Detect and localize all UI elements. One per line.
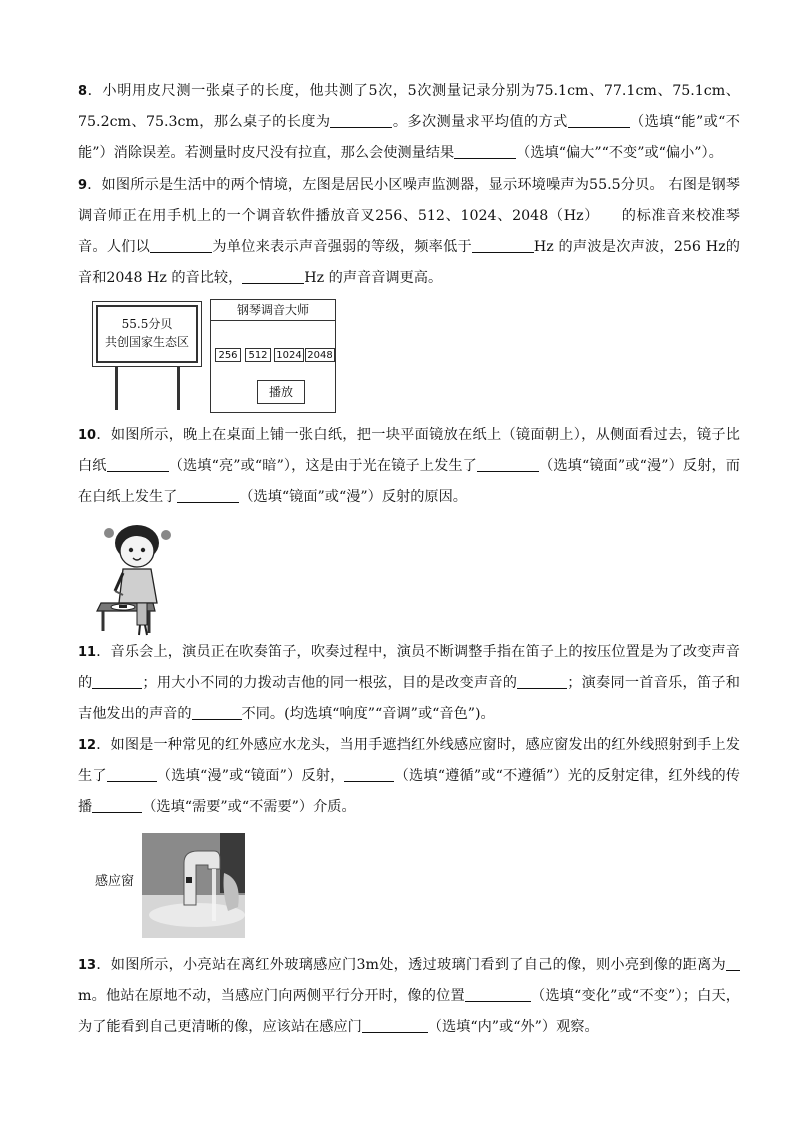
sensor-window-label: 感应窗 xyxy=(95,874,135,889)
question-text: m。他站在原地不动，当感应门向两侧平行分开时，像的位置 xyxy=(78,988,465,1004)
question-12 xyxy=(78,730,740,823)
question-number: 8 xyxy=(78,84,88,99)
answer-blank[interactable] xyxy=(477,455,539,472)
question-number: 9 xyxy=(78,178,88,193)
answer-blank[interactable] xyxy=(242,267,304,284)
sensor-window xyxy=(186,877,192,883)
decibel-reading: 55.5分贝 xyxy=(121,317,173,331)
answer-blank[interactable] xyxy=(330,111,392,128)
piano-tuner-app xyxy=(210,299,336,413)
answer-blank[interactable] xyxy=(344,765,394,782)
noise-monitor-sign xyxy=(96,305,198,363)
freq-button-512[interactable]: 512 xyxy=(245,348,271,362)
question-text: （选填“偏大”“不变”或“偏小”）。 xyxy=(516,145,723,161)
question-number: 10 xyxy=(78,428,97,443)
app-title: 钢琴调音大师 xyxy=(211,300,335,321)
answer-blank[interactable] xyxy=(362,1016,428,1033)
question-text: ；用大小不同的力拨动吉他的同一根弦，目的是改变声音的 xyxy=(142,675,518,691)
answer-blank[interactable] xyxy=(192,703,242,720)
question-text: （选填“镜面”或“漫”）反射，而在白纸上发生了 xyxy=(78,458,740,505)
question-number: 11 xyxy=(78,645,97,660)
sign-post-left xyxy=(115,366,118,410)
answer-blank[interactable] xyxy=(107,765,157,782)
question-number: 13 xyxy=(78,958,97,973)
question-text: Hz 的声波是次声波，256 Hz的音和2048 Hz 的音比较， xyxy=(78,239,740,286)
answer-blank[interactable] xyxy=(107,455,169,472)
question-text: ．如图所示，晚上在桌面上铺一张白纸，把一块平面镜放在纸上（镜面朝上），从侧面看过去，镜子比白纸 xyxy=(78,427,740,474)
answer-blank[interactable] xyxy=(465,985,531,1002)
girl-mirror-illustration xyxy=(93,521,185,637)
question-text: ．如图所示是生活中的两个情境，左图是居民小区噪声监测器，显示环境噪声为55.5分贝。 右图是钢琴调音师正在用手机上的一个调音软件播放音叉256、512、1024、2048（Hz） 的标准音来校准琴音。人们以 xyxy=(78,177,740,255)
question-text: （选填“漫”或“镜面”）反射， xyxy=(156,768,345,784)
question-9 xyxy=(78,170,740,294)
question-8 xyxy=(78,76,740,169)
question-text: ．音乐会上，演员正在吹奏笛子，吹奏过程中，演员不断调整手指在笛子上的按压位置是为了改变声音的 xyxy=(78,644,740,691)
freq-button-2048[interactable]: 2048 xyxy=(305,348,335,362)
answer-blank[interactable] xyxy=(92,672,142,689)
question-text: Hz 的声音音调更高。 xyxy=(304,270,443,286)
question-text: 为单位来表示声音强弱的等级，频率低于 xyxy=(212,239,472,255)
answer-blank[interactable] xyxy=(454,142,516,159)
question-text: （选填“镜面”或“漫”）反射的原因。 xyxy=(239,489,467,505)
answer-blank[interactable] xyxy=(177,486,239,503)
question-13 xyxy=(78,950,740,1043)
answer-blank[interactable] xyxy=(517,672,567,689)
sign-post-right xyxy=(177,366,180,410)
answer-blank[interactable] xyxy=(472,236,534,253)
question-text: （选填“亮”或“暗”），这是由于光在镜子上发生了 xyxy=(168,458,477,474)
question-text: 。多次测量求平均值的方式 xyxy=(392,114,568,130)
question-text: ．如图是一种常见的红外感应水龙头，当用手遮挡红外线感应窗时，感应窗发出的红外线照射到手上发生了 xyxy=(78,737,740,784)
answer-blank[interactable] xyxy=(726,954,740,971)
freq-button-256[interactable]: 256 xyxy=(215,348,241,362)
question-10 xyxy=(78,420,740,513)
question-text: （选填“变化”或“不变”）；白天，为了能看到自己更清晰的像，应该站在感应门 xyxy=(78,988,740,1035)
answer-blank[interactable] xyxy=(92,796,142,813)
question-text: （选填“遵循”或“不遵循”）光的反射定律，红外线的传播 xyxy=(78,768,740,815)
question-text: （选填“能”或“不能”）消除误差。若测量时皮尺没有拉直，那么会使测量结果 xyxy=(78,114,740,161)
question-text: ；演奏同一首音乐，笛子和吉他发出的声音的 xyxy=(78,675,740,722)
question-text: （选填“内”或“外”）观察。 xyxy=(427,1019,599,1035)
question-text: ．小明用皮尺测一张桌子的长度，他共测了5次，5次测量记录分别为75.1cm、77.1cm、75.1cm、75.2cm、75.3cm，那么桌子的长度为 xyxy=(78,83,740,130)
play-button[interactable]: 播放 xyxy=(257,380,305,404)
question-text: 不同。(均选填“响度”“音调”或“音色”)。 xyxy=(241,706,495,722)
question-text: ．如图所示，小亮站在离红外玻璃感应门3m处，透过玻璃门看到了自己的像，则小亮到像的距离为 xyxy=(96,957,726,973)
question-number: 12 xyxy=(78,738,97,753)
sign-slogan: 共创国家生态区 xyxy=(104,335,189,349)
answer-blank[interactable] xyxy=(568,111,630,128)
infrared-faucet-photo xyxy=(142,833,245,938)
question-11 xyxy=(78,637,740,730)
answer-blank[interactable] xyxy=(150,236,212,253)
question-text: （选填“需要”或“不需要”）介质。 xyxy=(142,799,356,815)
freq-button-1024[interactable]: 1024 xyxy=(274,348,304,362)
